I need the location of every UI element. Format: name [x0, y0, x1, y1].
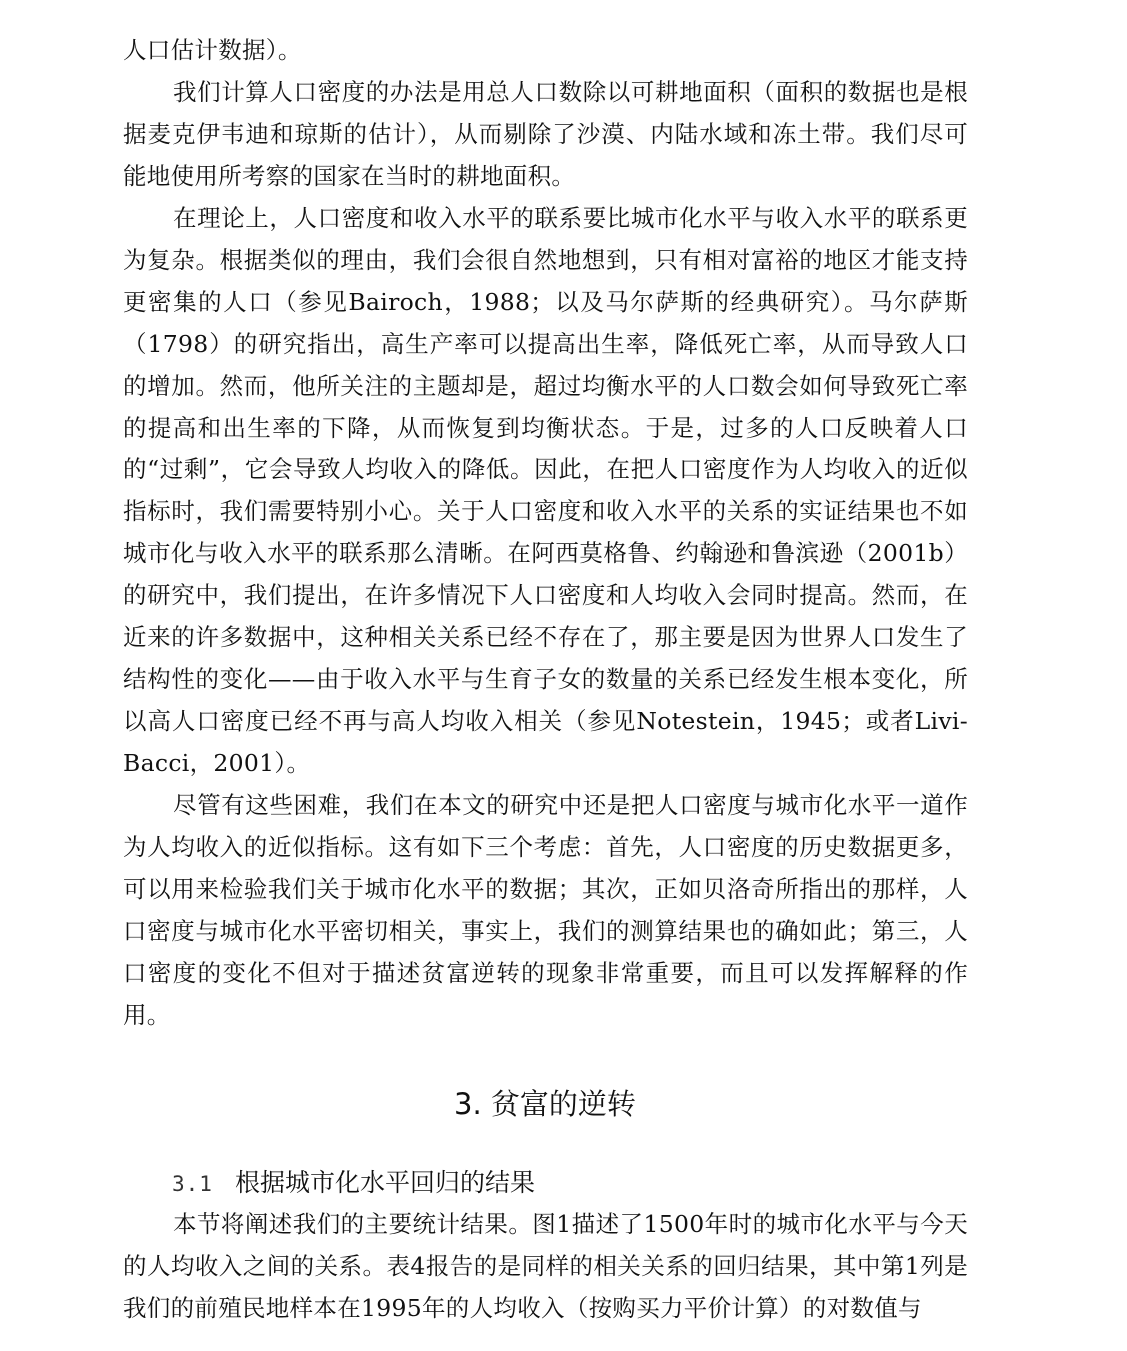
paragraph-density-as-proxy: 尽管有这些困难，我们在本文的研究中还是把人口密度与城市化水平一道作为人均收入的近似指标。这有如下三个考虑：首先，人口密度的历史数据更多，可以用来检验我们关于城市化水平的数据；其次，正如贝洛奇所指出的那样，人口密度与城市化水平密切相关，事实上，我们的测算结果也的确如此；第三，人口密度的变化不但对于描述贫富逆转的现象非常重要，而且可以发挥解释的作用。 — [123, 791, 968, 1029]
subsection-title: 根据城市化水平回归的结果 — [234, 1168, 535, 1197]
paragraph-continuation: 人口估计数据）。 — [123, 36, 302, 64]
paragraph-main-results: 本节将阐述我们的主要统计结果。图1描述了1500年时的城市化水平与今天的人均收入之间的关系。表4报告的是同样的相关关系的回归结果，其中第1列是我们的前殖民地样本在1995年的人均收入（按购买力平价计算）的对数值与 — [123, 1210, 968, 1322]
subsection-number: 3.1 — [172, 1172, 213, 1196]
paragraph-population-density-method: 我们计算人口密度的办法是用总人口数除以可耕地面积（面积的数据也是根据麦克伊韦迪和琼斯的估计），从而剔除了沙漠、内陆水域和冻土带。我们尽可能地使用所考察的国家在当时的耕地面积。 — [123, 78, 968, 190]
section-title: 3. 贫富的逆转 — [454, 1087, 636, 1121]
paragraph-density-income-theory: 在理论上，人口密度和收入水平的联系要比城市化水平与收入水平的联系更为复杂。根据类似的理由，我们会很自然地想到，只有相对富裕的地区才能支持更密集的人口（参见Bairoch，1988；以及马尔萨斯的经典研究）。马尔萨斯（1798）的研究指出，高生产率可以提高出生率，降低死亡率，从而导致人口的增加。然而，他所关注的主题却是，超过均衡水平的人口数会如何导致死亡率的提高和出生率的下降，从而恢复到均衡状态。于是，过多的人口反映着人口的“过剩”，它会导致人均收入的降低。因此，在把人口密度作为人均收入的近似指标时，我们需要特别小心。关于人口密度和收入水平的关系的实证结果也不如城市化与收入水平的联系那么清晰。在阿西莫格鲁、约翰逊和鲁滨逊（2001b）的研究中，我们提出，在许多情况下人口密度和人均收入会同时提高。然而，在近来的许多数据中，这种相关关系已经不存在了，那主要是因为世界人口发生了结构性的变化——由于收入水平与生育子女的数量的关系已经发生根本变化，所以高人口密度已经不再与高人均收入相关（参见Notestein，1945；或者Livi-Bacci，2001）。 — [123, 204, 968, 777]
subsection-heading — [172, 1162, 535, 1205]
